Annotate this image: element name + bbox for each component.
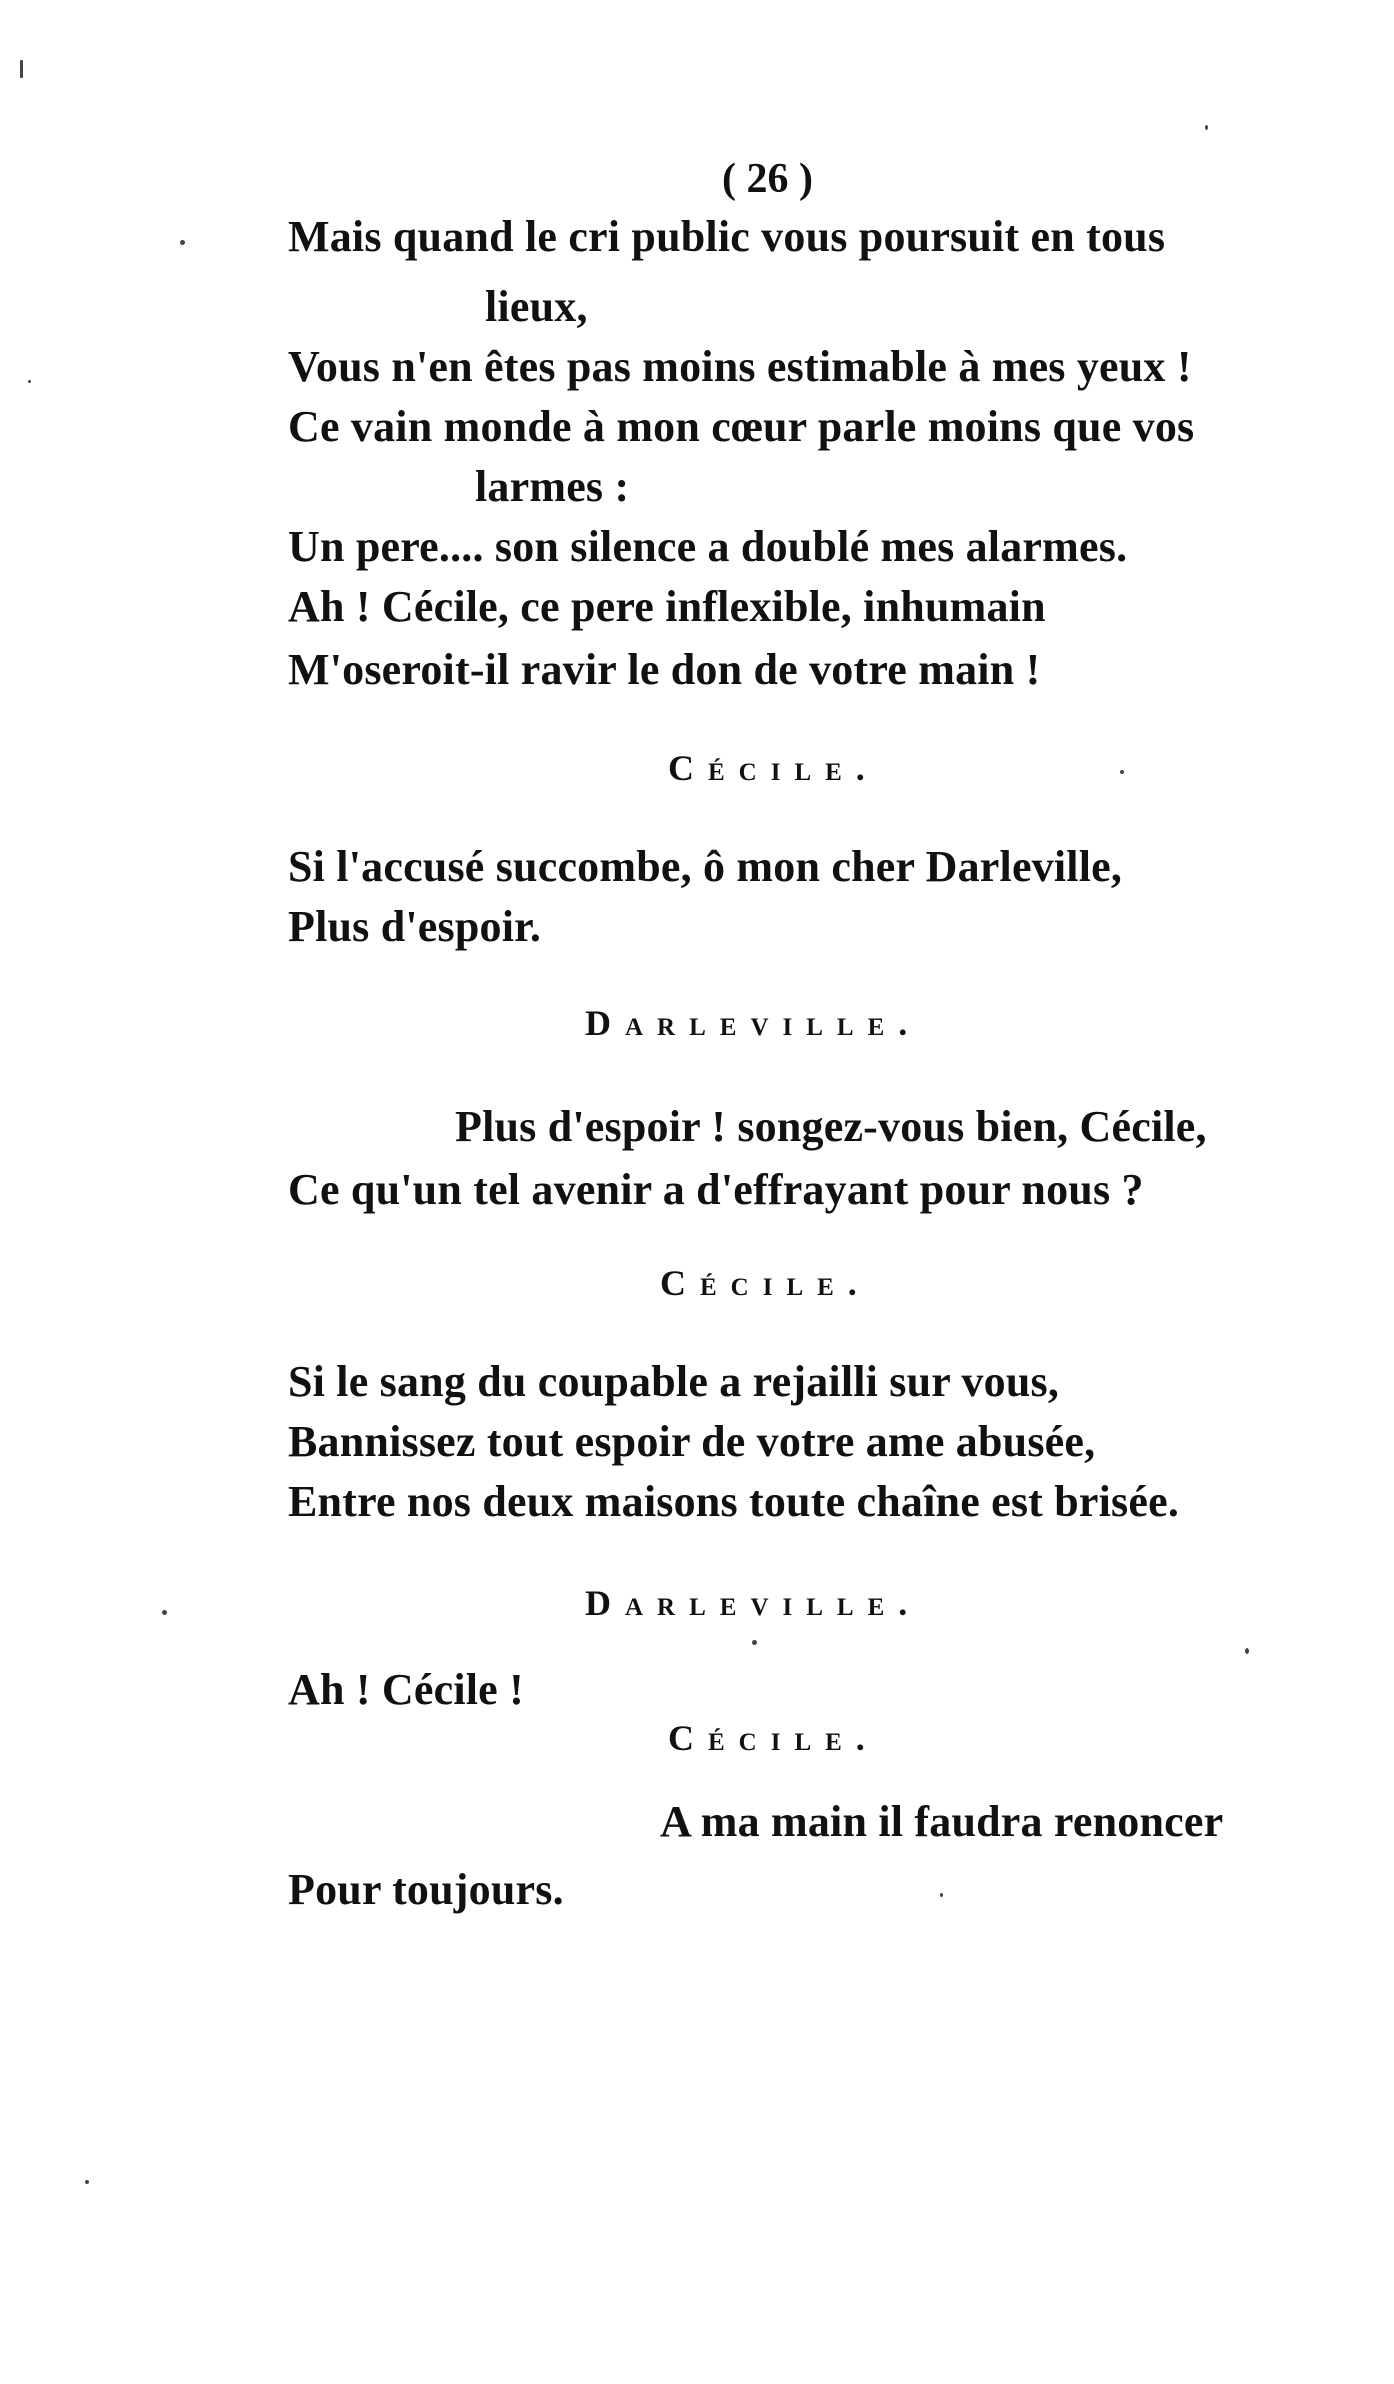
verse-line: A ma main il faudra renoncer [660,1797,1224,1846]
speaker-name: Cécile. [668,1718,879,1758]
verse-line: Entre nos deux maisons toute chaîne est brisée. [288,1477,1180,1526]
verse-line: lieux, [485,282,588,331]
verse-line: Plus d'espoir. [288,902,542,951]
verse-line: Un pere.... son silence a doublé mes alarmes. [288,522,1128,571]
page-number: ( 26 ) [722,156,813,202]
dust-speck [162,1610,167,1615]
verse-line: larmes : [475,462,630,511]
dust-speck [1120,770,1124,774]
verse-line: Bannissez tout espoir de votre ame abusée, [288,1417,1096,1466]
verse-line: Vous n'en êtes pas moins estimable à mes yeux ! [288,342,1192,391]
verse-line: Si le sang du coupable a rejailli sur vous, [288,1357,1060,1406]
dust-speck [20,60,23,78]
verse-line: Plus d'espoir ! songez-vous bien, Cécile, [455,1102,1207,1151]
speaker-name: Darleville. [585,1003,922,1043]
dust-speck [1245,1648,1249,1654]
dust-speck [28,380,31,383]
dust-speck [1205,125,1208,130]
verse-line: Ah ! Cécile, ce pere inflexible, inhumain [288,582,1046,631]
dust-speck [752,1640,757,1645]
verse-line: Ce qu'un tel avenir a d'effrayant pour nous ? [288,1165,1144,1214]
speaker-name: Cécile. [660,1263,871,1303]
verse-line: Mais quand le cri public vous poursuit en tous [288,212,1166,261]
verse-line: Ce vain monde à mon cœur parle moins que vos [288,402,1195,451]
verse-line: M'oseroit-il ravir le don de votre main ! [288,645,1041,694]
speaker-name: Darleville. [585,1583,922,1623]
speaker-name: Cécile. [668,748,879,788]
verse-line: Si l'accusé succombe, ô mon cher Darleville, [288,842,1123,891]
dust-speck [180,240,185,245]
verse-line: Ah ! Cécile ! [288,1665,524,1714]
dust-speck [940,1893,943,1897]
dust-speck [85,2180,89,2184]
verse-line: Pour toujours. [288,1865,564,1914]
